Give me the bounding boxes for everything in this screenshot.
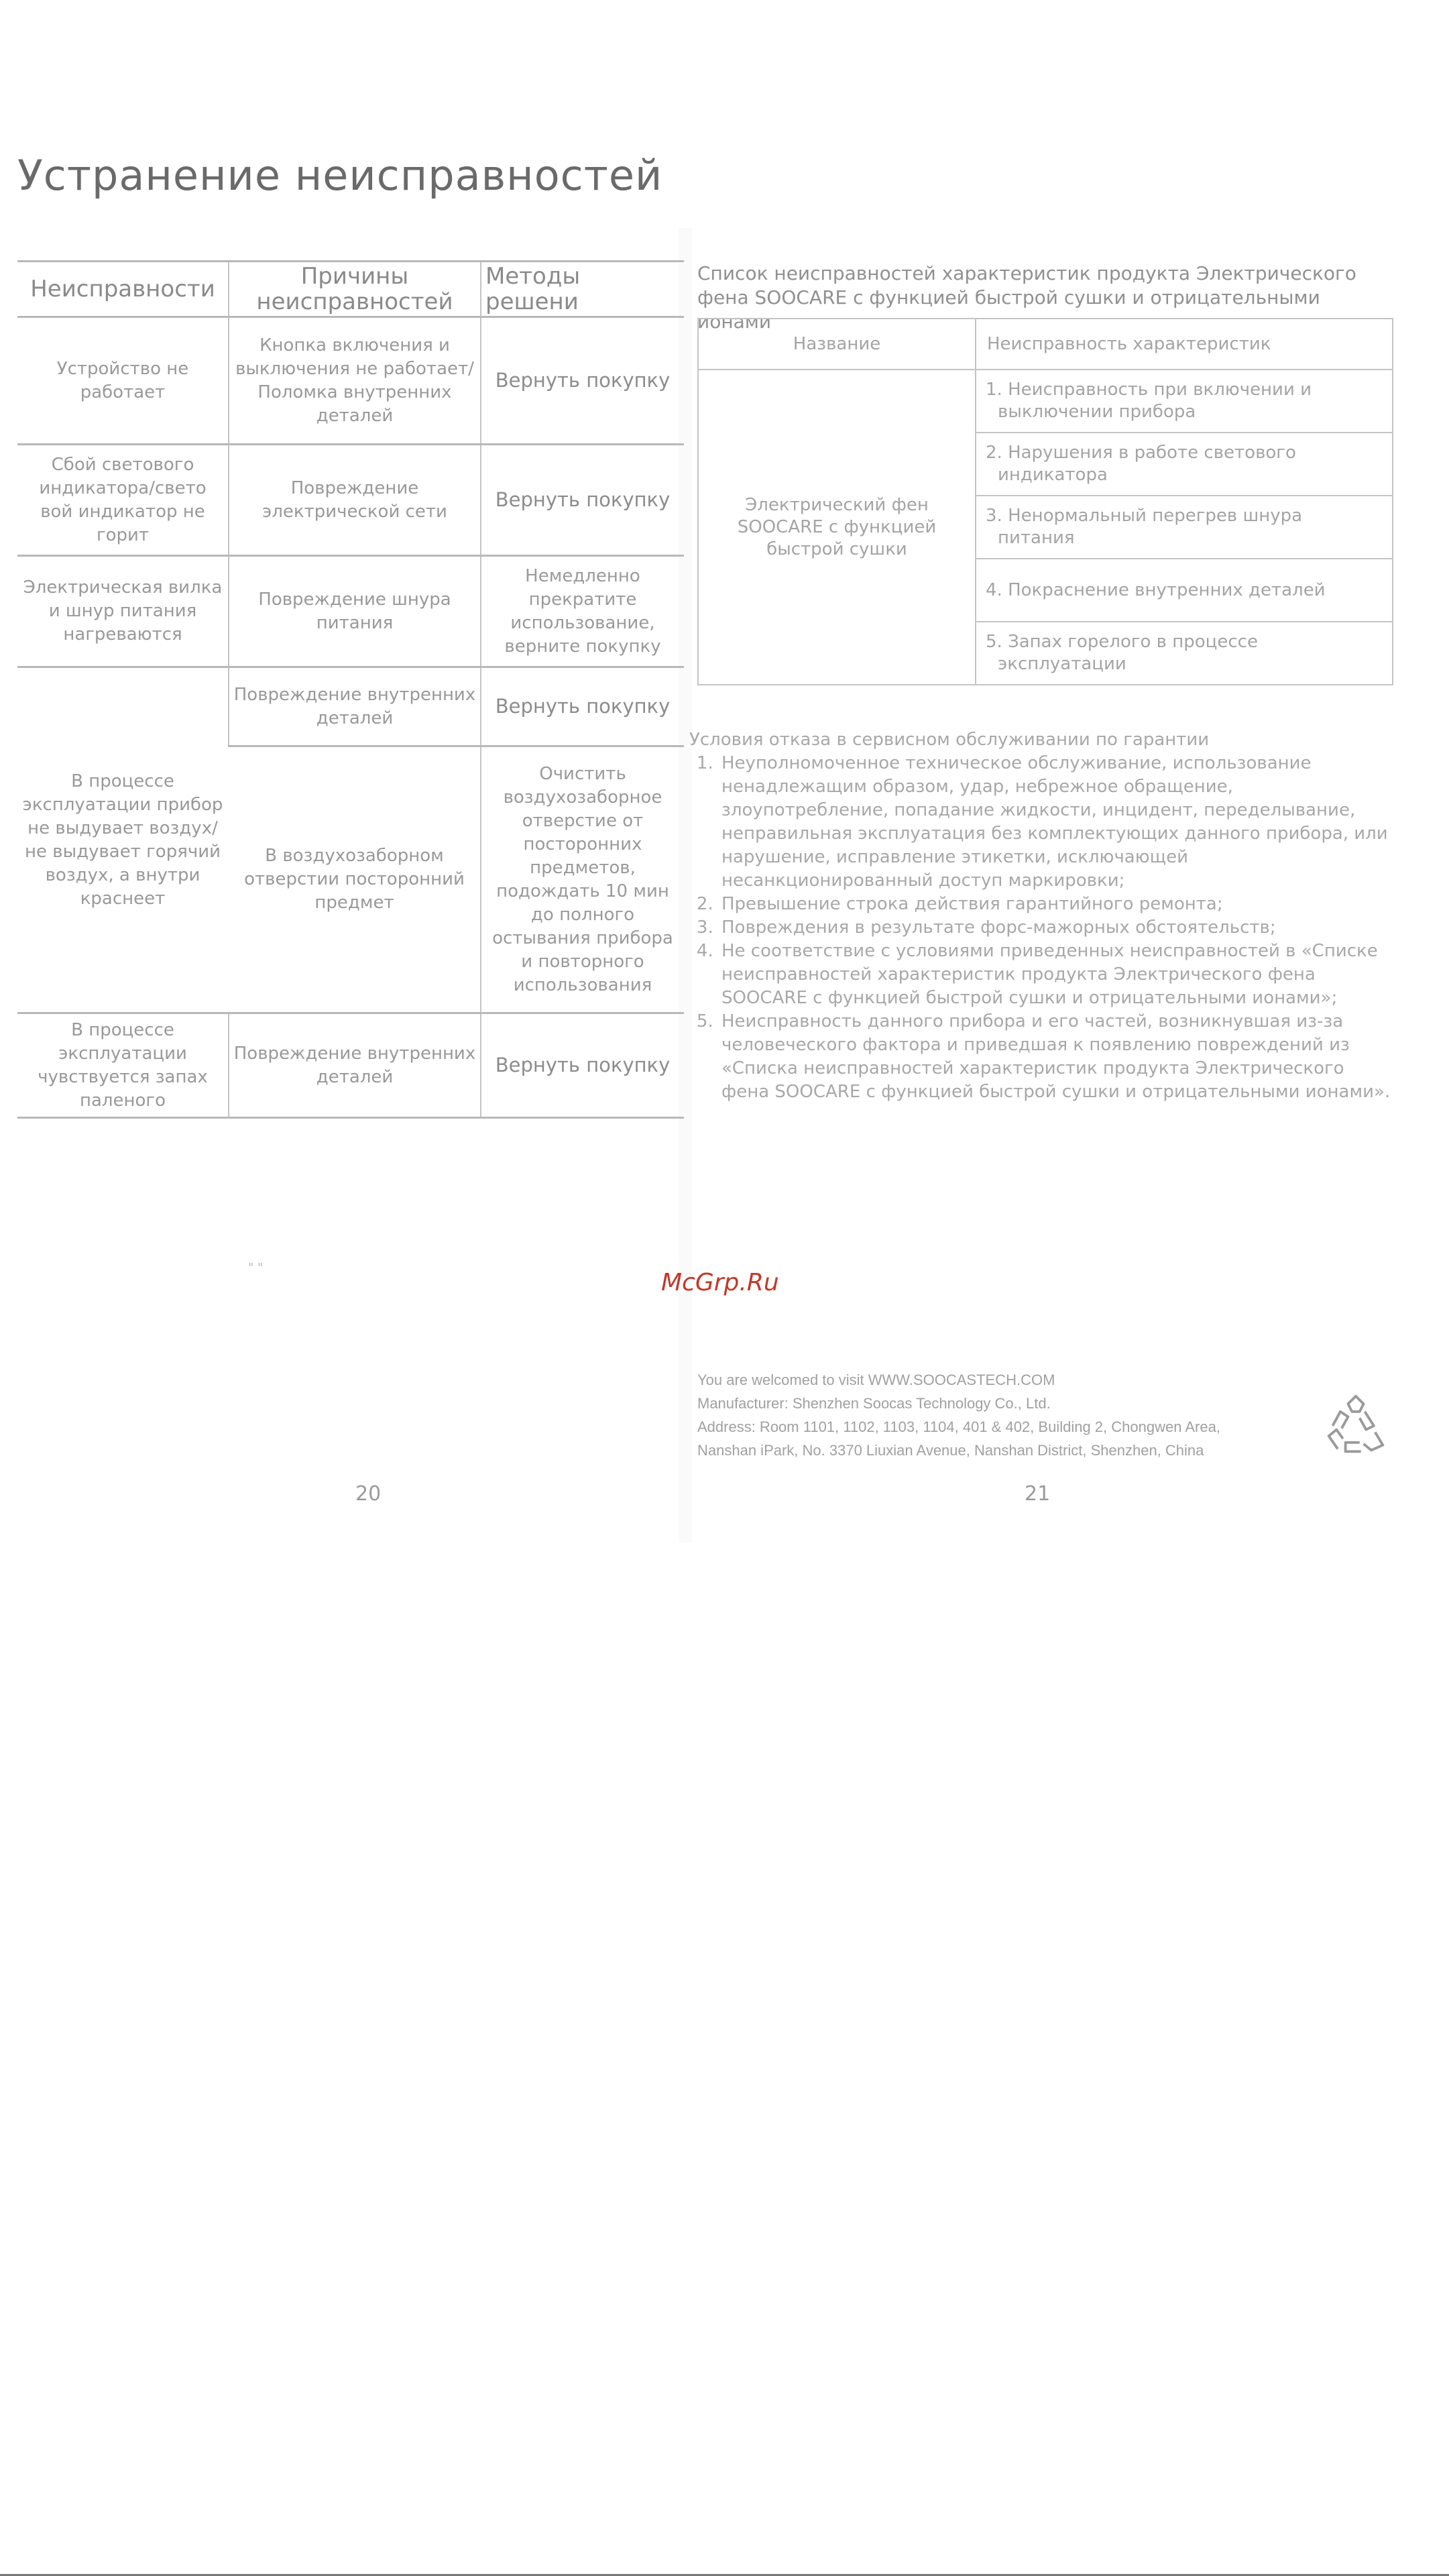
conditions-title: Условия отказа в сервисном обслуживании по гарантии xyxy=(689,730,1210,750)
table-row xyxy=(698,370,1393,433)
website-line: You are welcomed to visit WWW.SOOCASTECH.COM xyxy=(697,1371,1055,1388)
fault-item: 3. Ненормальный перегрев шнура питания xyxy=(976,496,1393,559)
list-item: 3. Повреждения в результате форс-мажорных обстоятельств; xyxy=(719,916,1395,940)
manufacturer-footer xyxy=(697,1368,1328,1462)
header-method: Методы решени xyxy=(481,262,684,317)
characteristics-table xyxy=(697,318,1393,685)
header-fault: Неисправности xyxy=(17,262,229,317)
list-item: 5. Неисправность данного прибора и его частей, возникнувшая из-за человеческого фактора и приведшая к появлению повреждений из «Списка неисправностей характеристик продукта Электрического фена SOOCARE с функцией быстрой сушки и отрицательными ионами». xyxy=(719,1010,1395,1104)
address-line-2: Nanshan iPark, No. 3370 Liuxian Avenue, Nanshan District, Shenzhen, China xyxy=(697,1442,1204,1459)
table-row xyxy=(17,317,684,445)
fault-item: 2. Нарушения в работе светового индикатора xyxy=(976,433,1393,496)
method-cell: Вернуть покупку xyxy=(481,317,684,445)
fault-cell: В процессе эксплуатации прибор не выдувает воздух/не выдувает горячий воздух, а внутри краснеет xyxy=(17,667,229,1013)
list-item: 4. Не соответствие с условиями приведенных неисправностей в «Списке неисправностей характеристик продукта Электрического фена SOOCARE с функцией быстрой сушки и отрицательными ионами»; xyxy=(719,940,1395,1010)
cause-cell: Повреждение внутренних деталей xyxy=(229,1013,481,1118)
fault-cell: В процессе эксплуатации чувствуется запах паленого xyxy=(17,1013,229,1118)
fault-item: 5. Запах горелого в процессе эксплуатации xyxy=(976,622,1393,685)
cause-cell: Повреждение электрической сети xyxy=(229,445,481,556)
table-row xyxy=(17,667,684,746)
header-faults: Неисправность характеристик xyxy=(976,319,1393,370)
cause-cell: Кнопка включения и выключения не работает/ Поломка внутренних деталей xyxy=(229,317,481,445)
method-cell: Вернуть покупку xyxy=(481,1013,684,1118)
method-cell: Очистить воздухозаборное отверстие от посторонних предметов, подождать 10 мин до полного остывания прибора и повторного использования xyxy=(481,746,684,1013)
table-header-row xyxy=(698,319,1393,370)
product-name-cell: Электрический фен SOOCARE с функцией быстрой сушки xyxy=(698,370,976,685)
watermark-link[interactable]: McGrp.Ru xyxy=(661,1269,779,1296)
fault-cell: Устройство не работает xyxy=(17,317,229,445)
page-number-left: 20 xyxy=(355,1482,382,1506)
table-row xyxy=(17,556,684,667)
manufacturer-line: Manufacturer: Shenzhen Soocas Technology Co., Ltd. xyxy=(697,1395,1051,1412)
fault-list-heading: Список неисправностей характеристик продукта Электрического фена SOOCARE с функцией быстрой сушки и отрицательными ионами xyxy=(697,262,1356,333)
method-cell: Вернуть покупку xyxy=(481,667,684,746)
warranty-conditions xyxy=(689,728,1395,1104)
header-name: Название xyxy=(698,319,976,370)
header-cause: Причины неисправностей xyxy=(229,262,481,317)
table-row xyxy=(17,445,684,556)
table-header-row xyxy=(17,262,684,317)
list-item: 1. Неуполномоченное техническое обслуживание, использование ненадлежащим образом, удар, небрежное обращение, злоупотребление, попадание жидкости, инцидент, переделывание, неправильная эксплуатация без комплектующих данного прибора, или нарушение, исправление этикетки, исключающей несанкционированный доступ маркировки; xyxy=(719,752,1395,893)
recycle-icon xyxy=(1324,1392,1388,1457)
troubleshooting-table xyxy=(17,260,684,1119)
conditions-list xyxy=(697,752,1395,1104)
page-title: Устранение неисправностей xyxy=(17,151,663,200)
list-item: 2. Превышение строка действия гарантийного ремонта; xyxy=(719,893,1395,916)
fault-item: 4. Покраснение внутренних деталей xyxy=(976,559,1393,622)
table-row xyxy=(17,1013,684,1118)
cause-cell: Повреждение шнура питания xyxy=(229,556,481,667)
cause-cell: В воздухозаборном отверстии посторонний предмет xyxy=(229,746,481,1013)
address-line: Address: Room 1101, 1102, 1103, 1104, 401 & 402, Building 2, Chongwen Area, xyxy=(697,1418,1220,1435)
stray-marks: " " xyxy=(248,1261,264,1275)
fault-cell: Сбой светового индикатора/свето вой индикатор не горит xyxy=(17,445,229,556)
method-cell: Немедленно прекратите использование, верните покупку xyxy=(481,556,684,667)
method-cell: Вернуть покупку xyxy=(481,445,684,556)
fault-cell: Электрическая вилка и шнур питания нагреваются xyxy=(17,556,229,667)
cause-cell: Повреждение внутренних деталей xyxy=(229,667,481,746)
fault-item: 1. Неисправность при включении и выключении прибора xyxy=(976,370,1393,433)
page-number-right: 21 xyxy=(1025,1482,1051,1506)
